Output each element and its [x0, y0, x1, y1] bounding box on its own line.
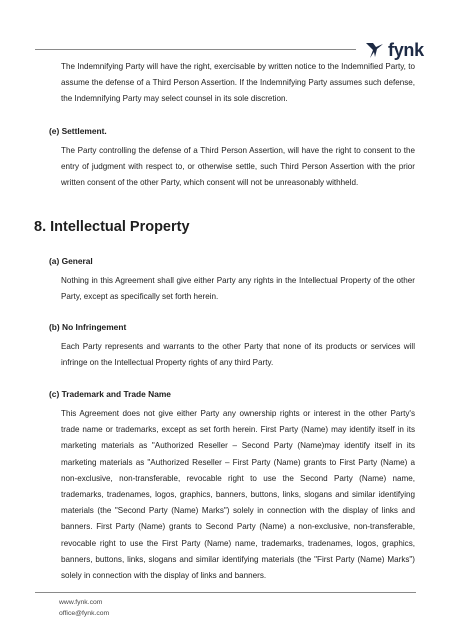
footer-divider: [35, 592, 416, 593]
no-infringement-heading: (b) No Infringement: [49, 322, 127, 332]
trademark-heading: (c) Trademark and Trade Name: [49, 389, 171, 399]
brand-logo: [365, 39, 424, 61]
no-infringement-text: Each Party represents and warrants to the other Party that none of its products or services will infringe on the Intellectual Property rights of any third Party.: [61, 342, 415, 368]
fynk-bird-logo-icon: [365, 41, 385, 59]
footer-email[interactable]: office@fynk.com: [59, 610, 110, 617]
trademark-text: This Agreement does not give either Party any ownership rights or interest in the other Party's trade name or trademarks, except as set forth herein. First Party (Name) may identify itself in its marketing materials as "Authorized Reseller – Second Party (Name)may identify itself in its marketing materials as "Authorized Reseller – First Party (Name) grants to First Party (Name) a non-exclusive, non-transferable, revocable right to use the Second Party (Name) name, trademarks, tradenames, logos, graphics, banners, buttons, links, slogans and similar identifying materials (the "Second Party (Name) Marks") solely in connection with the display of links and banners. First Party (Name) grants to Second Party (Name) a non-exclusive, non-transferable, revocable right to use the First Party (Name) name, trademarks, tradenames, logos, graphics, banners, buttons, links, slogans and similar identifying materials (the "First Party (Name) Marks") solely in connection with the display of links and banners.: [61, 409, 415, 581]
settlement-text: The Party controlling the defense of a Third Person Assertion, will have the right to consent to the entry of judgment with respect to, or otherwise settle, such Third Person Assertion with the prior written consent of the other Party, which consent will not be unreasonably withheld.: [61, 146, 415, 188]
intro-paragraph: The Indemnifying Party will have the right, exercisable by written notice to the Indemnified Party, to assume the defense of a Third Person Assertion. If the Indemnifying Party assumes such defense, the Indemnifying Party may select counsel in its sole discretion.: [61, 62, 415, 104]
general-heading: (a) General: [49, 256, 93, 266]
settlement-heading: (e) Settlement.: [49, 126, 107, 136]
footer-website[interactable]: www.fynk.com: [59, 599, 103, 606]
general-text: Nothing in this Agreement shall give either Party any rights in the Intellectual Property of the other Party, except as specifically set forth herein.: [61, 276, 415, 302]
brand-name: fynk: [388, 39, 424, 60]
section-title: 8. Intellectual Property: [34, 219, 190, 235]
header-divider: [35, 49, 356, 50]
